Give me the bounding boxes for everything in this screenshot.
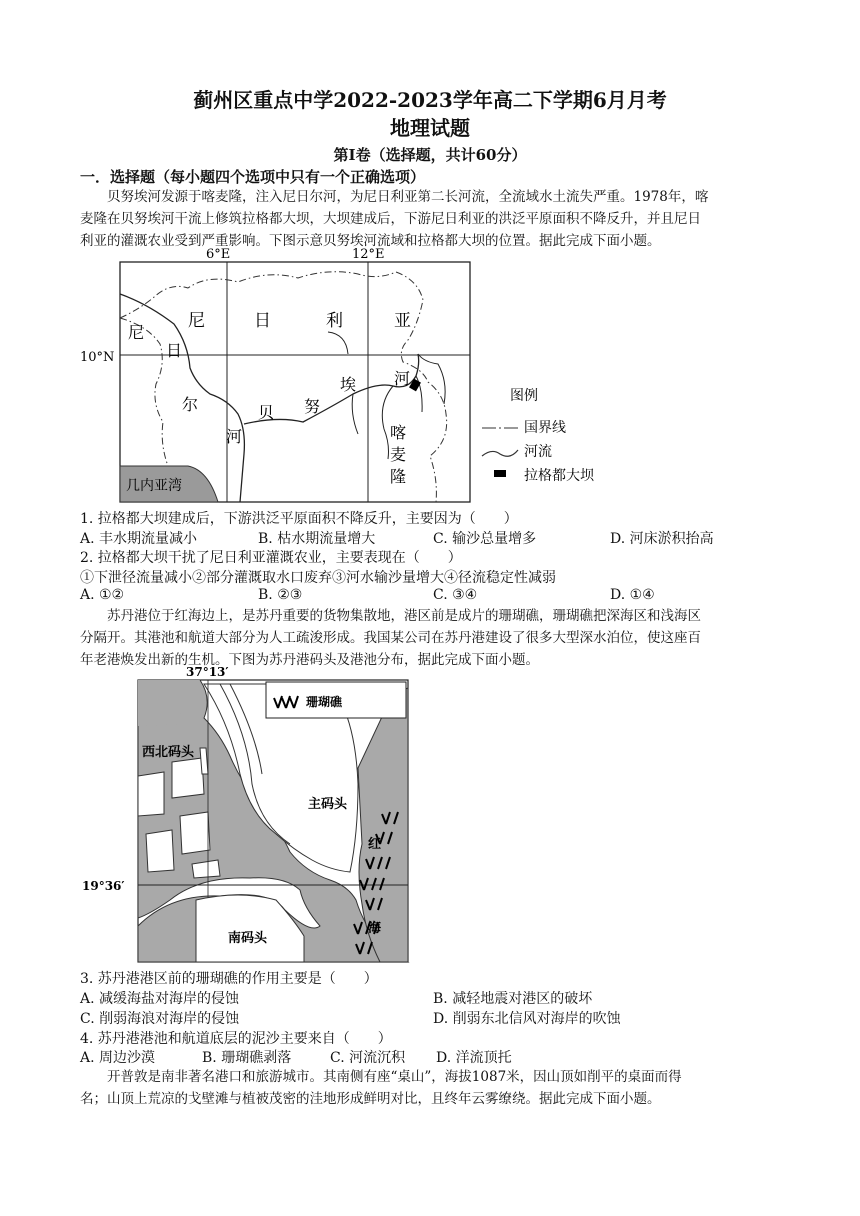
northwest-pier-label: 西北码头 (142, 745, 195, 760)
benue-river-label-char: 努 (304, 397, 321, 416)
country-label-char: 尼 (188, 311, 205, 331)
main-pier-label: 主码头 (308, 797, 348, 812)
longitude-label-12e: 12°E (352, 247, 385, 262)
passage-2-line: 苏丹港位于红海边上，是苏丹重要的货物集散地，港区前是成片的珊瑚礁，珊瑚礁把深海区和浅海区 (107, 608, 701, 624)
cameroon-label-char: 隆 (390, 467, 407, 486)
benue-tributary (352, 394, 358, 434)
lagdo-dam-marker (409, 379, 421, 392)
niger-river-label-char: 河 (226, 427, 243, 446)
legend-river-label: 河流 (524, 444, 552, 460)
question-2-option-b[interactable]: B. ②③ (258, 587, 303, 603)
red-sea-label-char: 红 (368, 837, 382, 852)
exam-title: 蓟州区重点中学2022-2023学年高二下学期6月月考 (193, 88, 667, 112)
legend-border-label: 国界线 (524, 420, 566, 436)
question-1-option-d[interactable]: D. 河床淤积抬高 (610, 531, 714, 547)
legend-dam-symbol (494, 470, 506, 477)
benue-river-label-char: 埃 (340, 375, 357, 394)
question-1-option-c[interactable]: C. 输沙总量增多 (433, 531, 537, 547)
passage-2 (80, 605, 780, 671)
gulf-label: 几内亚湾 (126, 478, 182, 494)
question-1-option-b[interactable]: B. 枯水期流量增大 (258, 531, 376, 547)
longitude-label: 37°13′ (186, 665, 229, 679)
question-4-option-a[interactable]: A. 周边沙漠 (80, 1050, 156, 1066)
benue-river-map (78, 244, 638, 506)
niger-river-label-char: 尼 (128, 323, 145, 342)
passage-3-line: 名；山顶上荒凉的戈壁滩与植被茂密的洼地形成鲜明对比，且终年云雾缭绕。据此完成下面小题。 (80, 1091, 661, 1107)
question-4-stem: 4. 苏丹港港池和航道底层的泥沙主要来自（ ） (80, 1031, 392, 1047)
question-3-option-d[interactable]: D. 削弱东北信风对海岸的吹蚀 (433, 1011, 621, 1027)
red-sea-label-char: 海 (368, 921, 382, 936)
longitude-label-6e: 6°E (206, 247, 231, 262)
question-4-option-b[interactable]: B. 珊瑚礁剥落 (202, 1050, 292, 1066)
passage-2-line: 分隔开。其港池和航道大部分为人工疏浚形成。我国某公司在苏丹港建设了很多大型深水泊位，使这座百 (80, 630, 701, 646)
country-label-char: 亚 (394, 311, 411, 331)
part-title: 第Ⅰ卷（选择题，共计60分） (333, 146, 527, 164)
passage-3 (80, 1066, 780, 1110)
passage-2-line: 年老港焕发出新的生机。下图为苏丹港码头及港池分布，据此完成下面小题。 (80, 652, 539, 668)
subject-title: 地理试题 (390, 116, 470, 140)
question-4-option-d[interactable]: D. 洋流顶托 (436, 1050, 512, 1066)
passage-1-line: 麦隆在贝努埃河干流上修筑拉格都大坝，大坝建成后，下游尼日利亚的洪泛平原面积不降反升，并且尼日 (80, 211, 701, 227)
question-3-option-c[interactable]: C. 削弱海浪对海岸的侵蚀 (80, 1011, 240, 1027)
passage-1 (80, 186, 780, 252)
benue-river-label-char: 河 (394, 369, 411, 388)
passage-1-line: 利亚的灌溉农业受到严重影响。下图示意贝努埃河流域和拉格都大坝的位置。据此完成下面小题。 (80, 233, 661, 249)
coral-legend-label: 珊瑚礁 (306, 695, 343, 709)
latitude-label: 19°36′ (82, 879, 125, 893)
benue-river-label-char: 贝 (258, 403, 275, 422)
section-heading: 一．选择题（每小题四个选项中只有一个正确选项） (80, 168, 426, 186)
question-3-stem: 3. 苏丹港港区前的珊瑚礁的作用主要是（ ） (80, 971, 378, 987)
niger-river-label-char: 日 (166, 341, 183, 360)
question-2-stem: 2. 拉格都大坝干扰了尼日利亚灌溉农业，主要表现在（ ） (80, 550, 462, 566)
niger-river-label-char: 尔 (182, 395, 199, 414)
question-2-option-a[interactable]: A. ①② (80, 587, 125, 603)
passage-3-line: 开普敦是南非著名港口和旅游城市。其南侧有座“桌山”，海拔1087米，因山顶如削平的桌面而得 (107, 1069, 682, 1085)
question-1-stem: 1. 拉格都大坝建成后，下游洪泛平原面积不降反升，主要因为（ ） (80, 511, 518, 527)
country-label-char: 日 (254, 311, 271, 331)
question-4-option-c[interactable]: C. 河流沉积 (330, 1050, 406, 1066)
question-1-option-a[interactable]: A. 丰水期流量减小 (80, 531, 198, 547)
question-2-items: ①下泄径流量减小②部分灌溉取水口废弃③河水输沙量增大④径流稳定性减弱 (80, 570, 556, 586)
country-label-char: 利 (326, 311, 343, 331)
question-2-option-d[interactable]: D. ①④ (610, 587, 655, 603)
cameroon-label-char: 麦 (390, 445, 407, 464)
latitude-label-10n: 10°N (80, 350, 115, 365)
question-3-option-a[interactable]: A. 减缓海盐对海岸的侵蚀 (80, 991, 240, 1007)
port-sudan-map (80, 664, 420, 966)
cameroon-label-char: 喀 (390, 423, 407, 442)
question-3-option-b[interactable]: B. 减轻地震对港区的破坏 (433, 991, 593, 1007)
passage-1-line: 贝努埃河发源于喀麦隆，注入尼日尔河，为尼日利亚第二长河流，全流域水土流失严重。1978年，喀 (107, 189, 709, 205)
question-2-option-c[interactable]: C. ③④ (433, 587, 478, 603)
river (328, 332, 348, 354)
legend-dam-label: 拉格都大坝 (524, 468, 594, 484)
legend-title: 图例 (510, 388, 538, 404)
legend-river-symbol (482, 450, 518, 456)
south-pier-label: 南码头 (228, 931, 268, 946)
